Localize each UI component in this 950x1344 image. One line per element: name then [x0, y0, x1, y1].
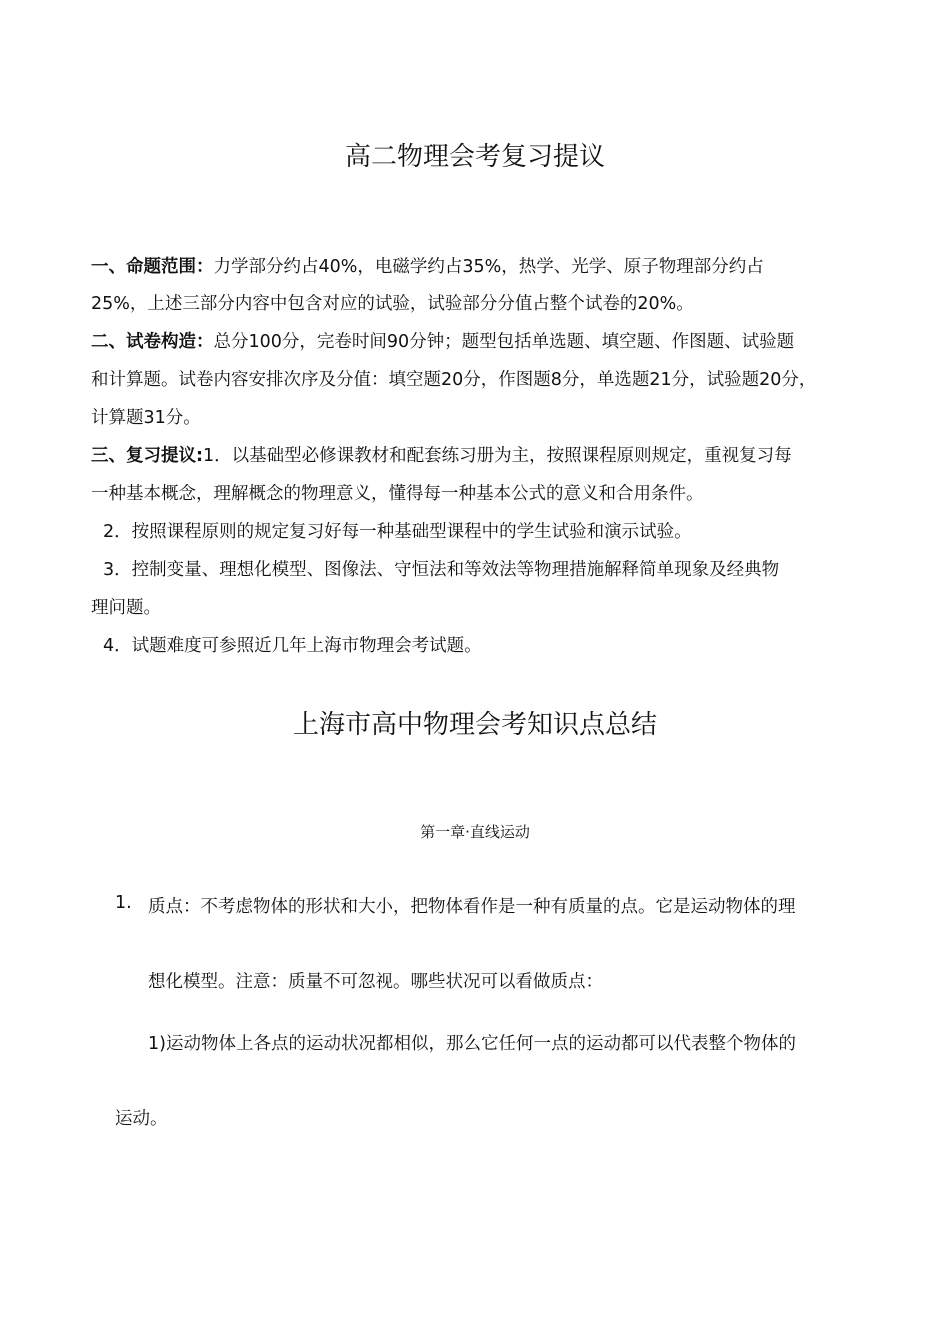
section-1-text: 力学部分约占40%，电磁学约占35%，热学、光学、原子物理部分约占 [213, 257, 764, 277]
point-1-sub-line-1: 1)运动物体上各点的运动状况都相似，那么它任何一点的运动都可以代表整个物体的 [148, 1034, 796, 1054]
section-1-line-2: 25%，上述三部分内容中包含对应的试验，试验部分分值占整个试卷的20%。 [91, 294, 694, 314]
section-2-text: 总分100分，完卷时间90分钟；题型包括单选题、填空题、作图题、试验题 [213, 332, 795, 352]
second-title: 上海市高中物理会考知识点总结 [292, 710, 657, 740]
section-2-line-2: 和计算题。试卷内容安排次序及分值：填空题20分，作图题8分，单选题21分，试验题20分， [91, 370, 817, 390]
main-title: 高二物理会考复习提议 [344, 142, 605, 172]
section-2-label: 二、试卷构造： [91, 332, 214, 352]
section-3-item-4: 4．试题难度可参照近几年上海市物理会考试题。 [103, 636, 482, 656]
section-2-line-3: 计算题31分。 [91, 408, 201, 428]
section-1-line-1 [91, 253, 764, 278]
section-3-label: 三、复习提议: [91, 446, 203, 466]
section-3-line-1 [91, 442, 792, 467]
section-3-item-3-line-1: 3．控制变量、理想化模型、图像法、守恒法和等效法等物理措施解释简单现象及经典物 [103, 560, 780, 580]
section-3-line-2: 一种基本概念，理解概念的物理意义，懂得每一种基本公式的意义和合用条件。 [91, 484, 704, 504]
section-3-text: 1．以基础型必修课教材和配套练习册为主，按照课程原则规定，重视复习每 [203, 446, 792, 466]
section-3-item-3-line-2: 理问题。 [91, 598, 161, 618]
point-1-line-1: 质点：不考虑物体的形状和大小，把物体看作是一种有质量的点。它是运动物体的理 [148, 897, 796, 917]
section-2-line-1 [91, 328, 794, 353]
section-3-item-2: 2．按照课程原则的规定复习好每一种基础型课程中的学生试验和演示试验。 [103, 522, 692, 542]
point-1-sub-line-2: 运动。 [115, 1109, 168, 1129]
section-1-label: 一、命题范围： [91, 257, 214, 277]
point-1-number: 1. [115, 893, 132, 913]
chapter-heading: 第一章·直线运动 [420, 823, 530, 841]
point-1-line-2: 想化模型。注意：质量不可忽视。哪些状况可以看做质点： [148, 972, 603, 992]
